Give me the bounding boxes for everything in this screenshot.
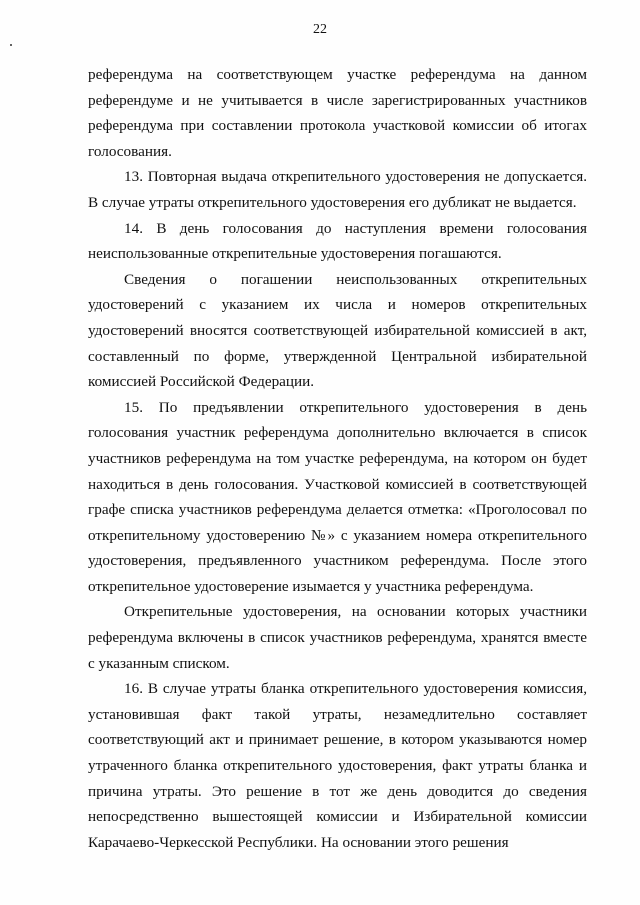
paragraph-cancellation-info: Сведения о погашении неиспользованных открепительных удостоверений с указанием их числа и номеров открепительных удостоверений вносятся соответствующей избирательной комиссией в акт, составленный по форме, утвержденной Центральной избирательной комиссией Российской Федерации. [88,270,587,391]
paragraph-item-16: 16. В случае утраты бланка открепительного удостоверения комиссия, установившая факт такой утраты, незамедлительно составляет соответствующий акт и принимает решение, в котором указываются номер утраченного бланка открепительного удостоверения, факт утраты бланка и причина утраты. Это решение в тот же день доводится до сведения непосредственно вышестоящей комиссии и Избирательной комиссии Карачаево-Черкесской Республики. На основании этого решения [88,680,587,851]
paragraph-continuation: референдума на соответствующем участке референдума на данном референдуме и не учитывается в числе зарегистрированных участников референдума при составлении протокола участковой комиссии об итогах голосования. [88,66,587,160]
paragraph-item-13: 13. Повторная выдача открепительного удостоверения не допускается. В случае утраты открепительного удостоверения его дубликат не выдается. [88,168,587,211]
scan-speck [10,44,12,46]
paragraph-item-15: 15. По предъявлении открепительного удостоверения в день голосования участник референдума дополнительно включается в список участников референдума на том участке референдума, на котором он будет находиться в день голосования. Участковой комиссией в соответствующей графе списка участников референдума делается отметка: «Проголосовал по открепительному удостоверению №» с указанием номера открепительного удостоверения, предъявленного участником референдума. После этого открепительное удостоверение изымается у участника референдума. [88,398,587,595]
paragraph-item-14: 14. В день голосования до наступления времени голосования неиспользованные открепительные удостоверения погашаются. [88,219,587,263]
document-body [88,62,587,855]
page-number: 22 [313,22,327,37]
paragraph-storage: Открепительные удостоверения, на основании которых участники референдума включены в список участников референдума, хранятся вместе с указанным списком. [88,603,587,672]
